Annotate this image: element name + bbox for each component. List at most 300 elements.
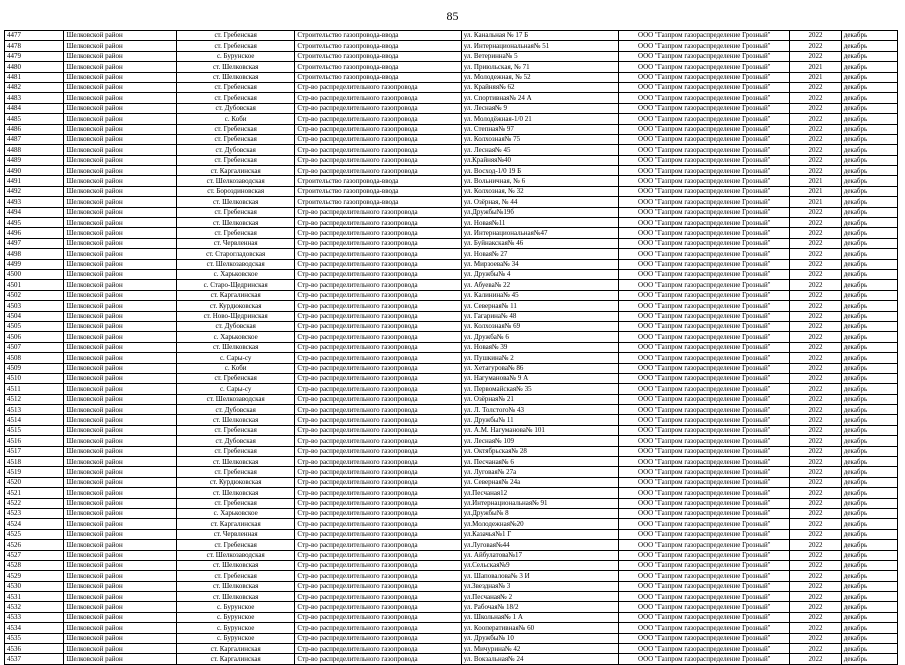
cell-settlement: ст. Шелковская	[176, 342, 294, 352]
cell-month: декабрь	[841, 82, 897, 92]
cell-work-type: Стр-во распределительного газопровода	[295, 425, 461, 435]
cell-settlement: с. Бурунское	[176, 602, 294, 612]
table-row	[5, 581, 898, 591]
cell-settlement: ст. Бороздиновская	[176, 186, 294, 196]
cell-number: 4480	[5, 62, 64, 72]
cell-settlement: ст. Шелкозаводская	[176, 394, 294, 404]
cell-number: 4512	[5, 394, 64, 404]
cell-work-type: Стр-во распределительного газопровода	[295, 623, 461, 633]
cell-organization: ООО "Газпром газораспределение Грозный"	[619, 446, 790, 456]
cell-district: Шелковской район	[64, 280, 176, 290]
cell-work-type: Стр-во распределительного газопровода	[295, 644, 461, 654]
cell-year: 2022	[790, 280, 842, 290]
cell-address: ул. Лесная№ 9	[461, 103, 619, 113]
table-row	[5, 259, 898, 269]
cell-district: Шелковской район	[64, 31, 176, 41]
cell-organization: ООО "Газпром газораспределение Грозный"	[619, 353, 790, 363]
cell-month: декабрь	[841, 124, 897, 134]
cell-address: ул. Вокзальная№ 24	[461, 654, 619, 664]
cell-year: 2022	[790, 571, 842, 581]
cell-district: Шелковской район	[64, 72, 176, 82]
cell-month: декабрь	[841, 301, 897, 311]
cell-month: декабрь	[841, 176, 897, 186]
cell-organization: ООО "Газпром газораспределение Грозный"	[619, 207, 790, 217]
cell-district: Шелковской район	[64, 145, 176, 155]
cell-year: 2022	[790, 207, 842, 217]
cell-month: декабрь	[841, 519, 897, 529]
cell-district: Шелковской район	[64, 62, 176, 72]
cell-organization: ООО "Газпром газораспределение Грозный"	[619, 384, 790, 394]
cell-work-type: Строительство газопровода-ввода	[295, 197, 461, 207]
cell-organization: ООО "Газпром газораспределение Грозный"	[619, 508, 790, 518]
cell-address: ул. Песчаная№ 6	[461, 457, 619, 467]
cell-work-type: Стр-во распределительного газопровода	[295, 166, 461, 176]
cell-month: декабрь	[841, 41, 897, 51]
cell-year: 2022	[790, 238, 842, 248]
cell-number: 4478	[5, 41, 64, 51]
cell-month: декабрь	[841, 467, 897, 477]
cell-district: Шелковской район	[64, 623, 176, 633]
cell-district: Шелковской район	[64, 301, 176, 311]
cell-work-type: Стр-во распределительного газопровода	[295, 301, 461, 311]
cell-month: декабрь	[841, 384, 897, 394]
cell-year: 2022	[790, 373, 842, 383]
cell-work-type: Стр-во распределительного газопровода	[295, 103, 461, 113]
table-row	[5, 207, 898, 217]
cell-settlement: ст. Каргалинская	[176, 166, 294, 176]
table-row	[5, 301, 898, 311]
cell-number: 4536	[5, 644, 64, 654]
cell-year: 2022	[790, 540, 842, 550]
cell-month: декабрь	[841, 259, 897, 269]
cell-year: 2022	[790, 446, 842, 456]
cell-address: ул. Октябрьская№ 28	[461, 446, 619, 456]
cell-month: декабрь	[841, 166, 897, 176]
cell-settlement: ст. Шелкозаводская	[176, 550, 294, 560]
cell-district: Шелковской район	[64, 644, 176, 654]
table-row	[5, 457, 898, 467]
cell-work-type: Стр-во распределительного газопровода	[295, 592, 461, 602]
cell-work-type: Стр-во распределительного газопровода	[295, 457, 461, 467]
cell-organization: ООО "Газпром газораспределение Грозный"	[619, 654, 790, 664]
cell-settlement: ст. Каргалинская	[176, 654, 294, 664]
cell-number: 4481	[5, 72, 64, 82]
table-row	[5, 103, 898, 113]
cell-district: Шелковской район	[64, 259, 176, 269]
cell-district: Шелковской район	[64, 269, 176, 279]
table-row	[5, 197, 898, 207]
cell-work-type: Стр-во распределительного газопровода	[295, 477, 461, 487]
cell-settlement: ст. Шелковская	[176, 197, 294, 207]
table-row	[5, 353, 898, 363]
cell-organization: ООО "Газпром газораспределение Грозный"	[619, 425, 790, 435]
cell-address: ул. Буйнакская№ 46	[461, 238, 619, 248]
cell-number: 4495	[5, 218, 64, 228]
cell-address: ул. Луговая№ 27а	[461, 467, 619, 477]
cell-address: ул. Мичурина№ 42	[461, 644, 619, 654]
cell-number: 4502	[5, 290, 64, 300]
cell-organization: ООО "Газпром газораспределение Грозный"	[619, 134, 790, 144]
cell-year: 2022	[790, 654, 842, 664]
cell-address: ул. А.М. Нагуманова№ 101	[461, 425, 619, 435]
cell-district: Шелковской район	[64, 654, 176, 664]
cell-year: 2022	[790, 114, 842, 124]
table-row	[5, 540, 898, 550]
cell-number: 4477	[5, 31, 64, 41]
cell-work-type: Стр-во распределительного газопровода	[295, 269, 461, 279]
cell-month: декабрь	[841, 602, 897, 612]
cell-organization: ООО "Газпром газораспределение Грозный"	[619, 301, 790, 311]
cell-work-type: Стр-во распределительного газопровода	[295, 249, 461, 259]
cell-settlement: ст. Гребенская	[176, 373, 294, 383]
cell-settlement: с. Харьковское	[176, 269, 294, 279]
cell-number: 4490	[5, 166, 64, 176]
cell-work-type: Стр-во распределительного газопровода	[295, 124, 461, 134]
cell-address: ул. Первомайская№ 35	[461, 384, 619, 394]
cell-organization: ООО "Газпром газораспределение Грозный"	[619, 114, 790, 124]
cell-year: 2022	[790, 457, 842, 467]
cell-address: ул. Лесная№ 45	[461, 145, 619, 155]
cell-month: декабрь	[841, 488, 897, 498]
cell-year: 2022	[790, 405, 842, 415]
cell-address: ул. Северная№ 24а	[461, 477, 619, 487]
cell-month: декабрь	[841, 249, 897, 259]
cell-work-type: Стр-во распределительного газопровода	[295, 581, 461, 591]
cell-number: 4509	[5, 363, 64, 373]
table-row	[5, 363, 898, 373]
cell-address: ул. Дружбы№ 10	[461, 633, 619, 643]
cell-district: Шелковской район	[64, 93, 176, 103]
cell-year: 2022	[790, 134, 842, 144]
cell-address: ул. Озёрная№ 21	[461, 394, 619, 404]
cell-year: 2022	[790, 353, 842, 363]
cell-settlement: ст. Шелкозаводская	[176, 259, 294, 269]
cell-month: декабрь	[841, 540, 897, 550]
cell-settlement: с. Бурунское	[176, 612, 294, 622]
cell-work-type: Стр-во распределительного газопровода	[295, 394, 461, 404]
cell-number: 4519	[5, 467, 64, 477]
cell-settlement: ст. Гребенская	[176, 93, 294, 103]
cell-organization: ООО "Газпром газораспределение Грозный"	[619, 457, 790, 467]
cell-work-type: Стр-во распределительного газопровода	[295, 259, 461, 269]
cell-district: Шелковской район	[64, 529, 176, 539]
table-row	[5, 342, 898, 352]
cell-organization: ООО "Газпром газораспределение Грозный"	[619, 623, 790, 633]
cell-number: 4531	[5, 592, 64, 602]
cell-address: ул. Школьная№ 1 А	[461, 612, 619, 622]
cell-number: 4521	[5, 488, 64, 498]
cell-work-type: Стр-во распределительного газопровода	[295, 145, 461, 155]
cell-organization: ООО "Газпром газораспределение Грозный"	[619, 560, 790, 570]
cell-district: Шелковской район	[64, 321, 176, 331]
table-row	[5, 155, 898, 165]
cell-month: декабрь	[841, 436, 897, 446]
table-row	[5, 529, 898, 539]
cell-address: ул.Сельская№9	[461, 560, 619, 570]
cell-settlement: ст. Гребенская	[176, 124, 294, 134]
cell-month: декабрь	[841, 654, 897, 664]
cell-work-type: Стр-во распределительного газопровода	[295, 228, 461, 238]
cell-year: 2021	[790, 62, 842, 72]
cell-number: 4487	[5, 134, 64, 144]
table-row	[5, 228, 898, 238]
cell-number: 4511	[5, 384, 64, 394]
table-row	[5, 612, 898, 622]
cell-district: Шелковской район	[64, 207, 176, 217]
cell-year: 2022	[790, 592, 842, 602]
cell-district: Шелковской район	[64, 124, 176, 134]
cell-address: ул. Приюльская, № 71	[461, 62, 619, 72]
cell-work-type: Стр-во распределительного газопровода	[295, 612, 461, 622]
cell-address: ул.Луговая№44	[461, 540, 619, 550]
cell-number: 4523	[5, 508, 64, 518]
cell-month: декабрь	[841, 498, 897, 508]
cell-number: 4499	[5, 259, 64, 269]
table-row	[5, 633, 898, 643]
cell-address: ул. Молодежная, № 52	[461, 72, 619, 82]
cell-month: декабрь	[841, 425, 897, 435]
cell-organization: ООО "Газпром газораспределение Грозный"	[619, 269, 790, 279]
cell-month: декабрь	[841, 477, 897, 487]
cell-settlement: с. Бурунское	[176, 623, 294, 633]
table-row	[5, 394, 898, 404]
cell-work-type: Стр-во распределительного газопровода	[295, 654, 461, 664]
table-row	[5, 145, 898, 155]
cell-month: декабрь	[841, 342, 897, 352]
cell-settlement: ст. Каргалинская	[176, 290, 294, 300]
cell-district: Шелковской район	[64, 467, 176, 477]
cell-work-type: Строительство газопровода-ввода	[295, 176, 461, 186]
cell-number: 4527	[5, 550, 64, 560]
cell-organization: ООО "Газпром газораспределение Грозный"	[619, 124, 790, 134]
cell-settlement: ст. Шелковская	[176, 592, 294, 602]
cell-work-type: Стр-во распределительного газопровода	[295, 311, 461, 321]
cell-settlement: ст. Гребенская	[176, 425, 294, 435]
table-row	[5, 560, 898, 570]
cell-month: декабрь	[841, 332, 897, 342]
cell-district: Шелковской район	[64, 550, 176, 560]
cell-organization: ООО "Газпром газораспределение Грозный"	[619, 238, 790, 248]
cell-number: 4498	[5, 249, 64, 259]
cell-work-type: Стр-во распределительного газопровода	[295, 363, 461, 373]
cell-settlement: ст. Шелковская	[176, 415, 294, 425]
cell-month: декабрь	[841, 238, 897, 248]
cell-year: 2022	[790, 519, 842, 529]
cell-district: Шелковской район	[64, 114, 176, 124]
table-row	[5, 477, 898, 487]
cell-month: декабрь	[841, 394, 897, 404]
cell-number: 4533	[5, 612, 64, 622]
cell-number: 4482	[5, 82, 64, 92]
table-row	[5, 405, 898, 415]
cell-address: ул.Песчаная№ 2	[461, 592, 619, 602]
cell-month: декабрь	[841, 134, 897, 144]
cell-year: 2022	[790, 498, 842, 508]
cell-district: Шелковской район	[64, 415, 176, 425]
cell-number: 4489	[5, 155, 64, 165]
cell-settlement: ст. Шелковская	[176, 581, 294, 591]
cell-month: декабрь	[841, 581, 897, 591]
cell-work-type: Строительство газопровода-ввода	[295, 41, 461, 51]
cell-year: 2022	[790, 218, 842, 228]
cell-district: Шелковской район	[64, 311, 176, 321]
cell-address: ул. Колхозная№ 75	[461, 134, 619, 144]
cell-work-type: Строительство газопровода-ввода	[295, 72, 461, 82]
cell-number: 4535	[5, 633, 64, 643]
cell-work-type: Стр-во распределительного газопровода	[295, 353, 461, 363]
cell-district: Шелковской район	[64, 384, 176, 394]
cell-district: Шелковской район	[64, 560, 176, 570]
cell-address: ул. Дружба№ 6	[461, 332, 619, 342]
cell-year: 2022	[790, 51, 842, 61]
cell-organization: ООО "Газпром газораспределение Грозный"	[619, 145, 790, 155]
table-row	[5, 415, 898, 425]
cell-district: Шелковской район	[64, 425, 176, 435]
cell-work-type: Стр-во распределительного газопровода	[295, 405, 461, 415]
cell-organization: ООО "Газпром газораспределение Грозный"	[619, 581, 790, 591]
cell-number: 4483	[5, 93, 64, 103]
cell-organization: ООО "Газпром газораспределение Грозный"	[619, 82, 790, 92]
cell-settlement: ст. Червленная	[176, 238, 294, 248]
cell-year: 2022	[790, 550, 842, 560]
cell-month: декабрь	[841, 155, 897, 165]
cell-settlement: ст. Шелковская	[176, 62, 294, 72]
cell-year: 2022	[790, 155, 842, 165]
table-row	[5, 176, 898, 186]
cell-organization: ООО "Газпром газораспределение Грозный"	[619, 72, 790, 82]
cell-settlement: ст. Шелковская	[176, 218, 294, 228]
cell-work-type: Стр-во распределительного газопровода	[295, 134, 461, 144]
cell-settlement: с. Сары-су	[176, 384, 294, 394]
cell-district: Шелковской район	[64, 197, 176, 207]
cell-month: декабрь	[841, 62, 897, 72]
cell-year: 2022	[790, 342, 842, 352]
table-row	[5, 166, 898, 176]
cell-number: 4514	[5, 415, 64, 425]
cell-address: ул. Абуева№ 22	[461, 280, 619, 290]
cell-settlement: с. Бурунское	[176, 633, 294, 643]
cell-address: ул. Дружбы№ 4	[461, 269, 619, 279]
cell-address: ул. Восход-1/0 19 Б	[461, 166, 619, 176]
cell-work-type: Строительство газопровода-ввода	[295, 186, 461, 196]
table-row	[5, 311, 898, 321]
cell-work-type: Стр-во распределительного газопровода	[295, 550, 461, 560]
cell-settlement: ст. Шелковская	[176, 457, 294, 467]
cell-work-type: Стр-во распределительного газопровода	[295, 218, 461, 228]
cell-address: ул.Звездная№ 3	[461, 581, 619, 591]
cell-year: 2022	[790, 508, 842, 518]
cell-settlement: ст. Гребенская	[176, 31, 294, 41]
cell-month: декабрь	[841, 31, 897, 41]
cell-year: 2022	[790, 259, 842, 269]
cell-settlement: ст. Шелковская	[176, 72, 294, 82]
cell-settlement: ст. Гребенская	[176, 228, 294, 238]
cell-month: декабрь	[841, 373, 897, 383]
cell-district: Шелковской район	[64, 186, 176, 196]
cell-month: декабрь	[841, 508, 897, 518]
cell-year: 2022	[790, 93, 842, 103]
cell-district: Шелковской район	[64, 477, 176, 487]
cell-address: ул. Хетагурова№ 86	[461, 363, 619, 373]
cell-number: 4486	[5, 124, 64, 134]
cell-year: 2022	[790, 124, 842, 134]
cell-work-type: Стр-во распределительного газопровода	[295, 446, 461, 456]
cell-work-type: Стр-во распределительного газопровода	[295, 560, 461, 570]
cell-address: ул. Новая№11	[461, 218, 619, 228]
cell-settlement: ст. Каргалинская	[176, 644, 294, 654]
cell-address: ул. Канальная № 17 Б	[461, 31, 619, 41]
cell-year: 2022	[790, 384, 842, 394]
cell-month: декабрь	[841, 405, 897, 415]
cell-work-type: Стр-во распределительного газопровода	[295, 290, 461, 300]
cell-number: 4524	[5, 519, 64, 529]
cell-number: 4484	[5, 103, 64, 113]
cell-settlement: ст. Дубовская	[176, 103, 294, 113]
cell-organization: ООО "Газпром газораспределение Грозный"	[619, 602, 790, 612]
cell-address: ул. Колхозная, № 32	[461, 186, 619, 196]
cell-number: 4488	[5, 145, 64, 155]
table-row	[5, 654, 898, 664]
cell-organization: ООО "Газпром газораспределение Грозный"	[619, 633, 790, 643]
cell-number: 4496	[5, 228, 64, 238]
cell-number: 4517	[5, 446, 64, 456]
cell-address: ул. Нагуманова№ 9 А	[461, 373, 619, 383]
cell-year: 2022	[790, 228, 842, 238]
cell-month: декабрь	[841, 269, 897, 279]
cell-work-type: Стр-во распределительного газопровода	[295, 498, 461, 508]
cell-month: декабрь	[841, 457, 897, 467]
cell-work-type: Стр-во распределительного газопровода	[295, 436, 461, 446]
cell-address: ул. Рабочая№ 18/2	[461, 602, 619, 612]
cell-district: Шелковской район	[64, 155, 176, 165]
cell-year: 2022	[790, 644, 842, 654]
table-row	[5, 124, 898, 134]
cell-district: Шелковской район	[64, 353, 176, 363]
cell-settlement: ст. Дубовская	[176, 405, 294, 415]
cell-month: декабрь	[841, 321, 897, 331]
table-row	[5, 508, 898, 518]
cell-year: 2022	[790, 394, 842, 404]
cell-work-type: Стр-во распределительного газопровода	[295, 155, 461, 165]
cell-organization: ООО "Газпром газораспределение Грозный"	[619, 186, 790, 196]
table-row	[5, 498, 898, 508]
cell-organization: ООО "Газпром газораспределение Грозный"	[619, 394, 790, 404]
cell-settlement: ст. Гребенская	[176, 155, 294, 165]
cell-month: декабрь	[841, 311, 897, 321]
cell-month: декабрь	[841, 218, 897, 228]
cell-settlement: с. Коби	[176, 363, 294, 373]
cell-address: ул. Новая№ 27	[461, 249, 619, 259]
cell-work-type: Стр-во распределительного газопровода	[295, 321, 461, 331]
cell-number: 4508	[5, 353, 64, 363]
cell-month: декабрь	[841, 207, 897, 217]
cell-organization: ООО "Газпром газораспределение Грозный"	[619, 477, 790, 487]
cell-address: ул. Интернациональная№47	[461, 228, 619, 238]
cell-work-type: Стр-во распределительного газопровода	[295, 384, 461, 394]
table-row	[5, 467, 898, 477]
cell-month: декабрь	[841, 560, 897, 570]
cell-address: ул.Крайняя№40	[461, 155, 619, 165]
cell-work-type: Стр-во распределительного газопровода	[295, 602, 461, 612]
cell-number: 4493	[5, 197, 64, 207]
cell-settlement: ст. Гребенская	[176, 467, 294, 477]
cell-district: Шелковской район	[64, 394, 176, 404]
cell-district: Шелковской район	[64, 633, 176, 643]
table-row	[5, 332, 898, 342]
cell-month: декабрь	[841, 290, 897, 300]
cell-settlement: ст. Курдюковская	[176, 301, 294, 311]
table-row	[5, 644, 898, 654]
